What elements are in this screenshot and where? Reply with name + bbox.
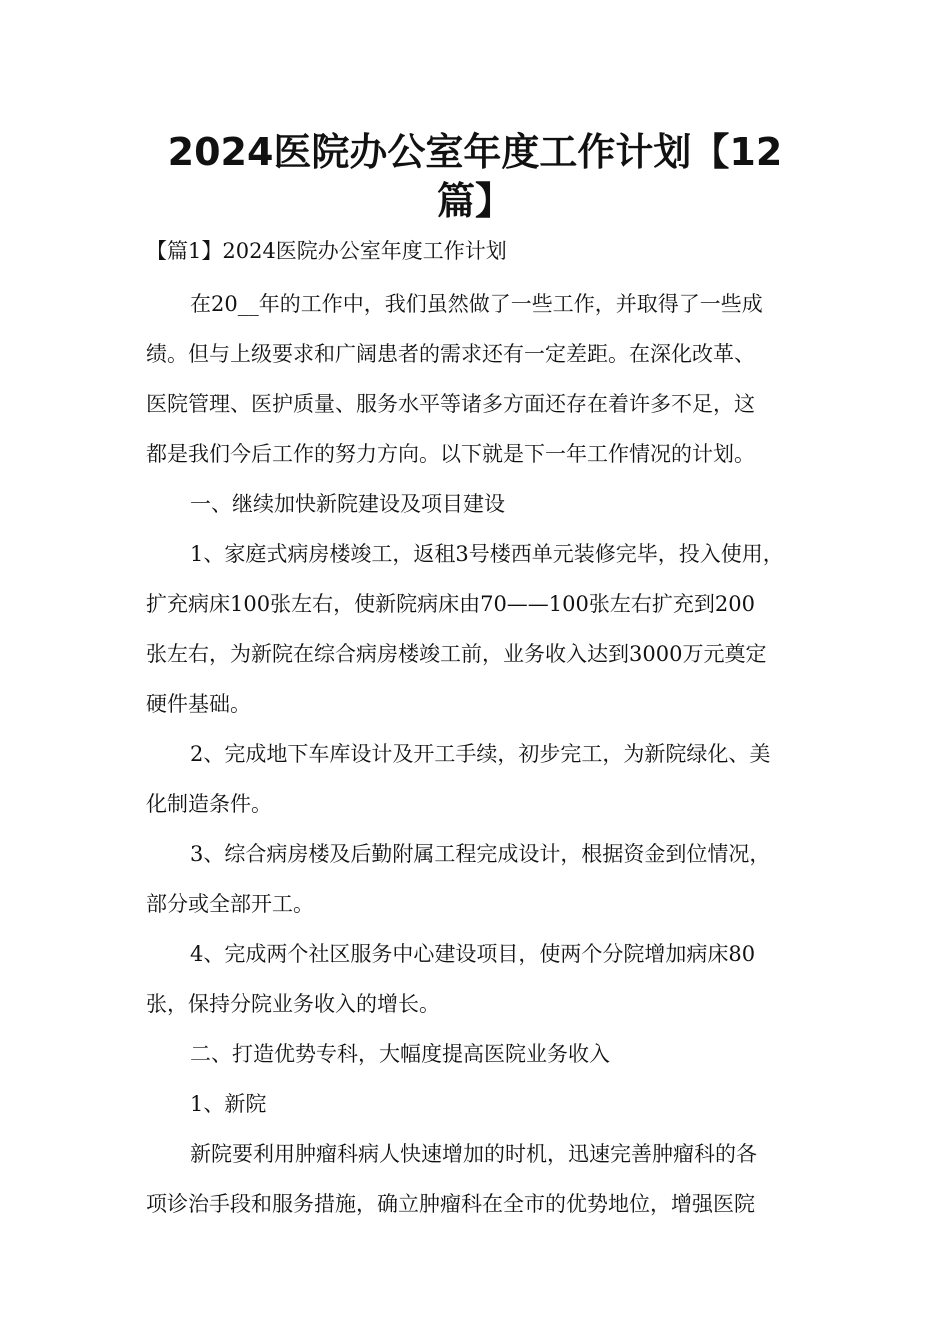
text-line: 1、新院 (190, 1092, 267, 1116)
text-line: 4、完成两个社区服务中心建设项目，使两个分院增加病床80 (190, 942, 756, 966)
text-line: 一、继续加快新院建设及项目建设 (190, 492, 505, 516)
document-body (146, 279, 810, 1229)
text-line: 化制造条件。 (146, 792, 272, 816)
text-line: 3、综合病房楼及后勤附属工程完成设计，根据资金到位情况， (190, 842, 771, 866)
text-line: 新院要利用肿瘤科病人快速增加的时机，迅速完善肿瘤科的各 (190, 1142, 757, 1166)
text-line: 部分或全部开工。 (146, 892, 314, 916)
text-line: 都是我们今后工作的努力方向。以下就是下一年工作情况的计划。 (146, 442, 755, 466)
text-line: 硬件基础。 (146, 692, 251, 716)
text-line: 2、完成地下车库设计及开工手续，初步完工，为新院绿化、美 (190, 742, 771, 766)
text-line: 张，保持分院业务收入的增长。 (146, 992, 440, 1016)
document-title (0, 128, 950, 226)
text-line: 张左右，为新院在综合病房楼竣工前，业务收入达到3000万元奠定 (146, 642, 767, 666)
text-line: 在20__年的工作中，我们虽然做了一些工作，并取得了一些成 (190, 292, 763, 316)
section-heading: 【篇1】2024医院办公室年度工作计划 (146, 239, 507, 263)
text-line: 扩充病床100张左右，使新院病床由70——100张左右扩充到200 (146, 592, 755, 616)
text-line: 绩。但与上级要求和广阔患者的需求还有一定差距。在深化改革、 (146, 342, 755, 366)
text-line: 1、家庭式病房楼竣工，返租3号楼西单元装修完毕，投入使用， (190, 542, 784, 566)
title-line: 篇】 (436, 179, 513, 223)
title-line: 2024医院办公室年度工作计划【12 (167, 130, 783, 174)
text-line: 项诊治手段和服务措施，确立肿瘤科在全市的优势地位，增强医院 (146, 1192, 755, 1216)
text-line: 医院管理、医护质量、服务水平等诸多方面还存在着许多不足，这 (146, 392, 755, 416)
text-line: 二、打造优势专科，大幅度提高医院业务收入 (190, 1042, 610, 1066)
